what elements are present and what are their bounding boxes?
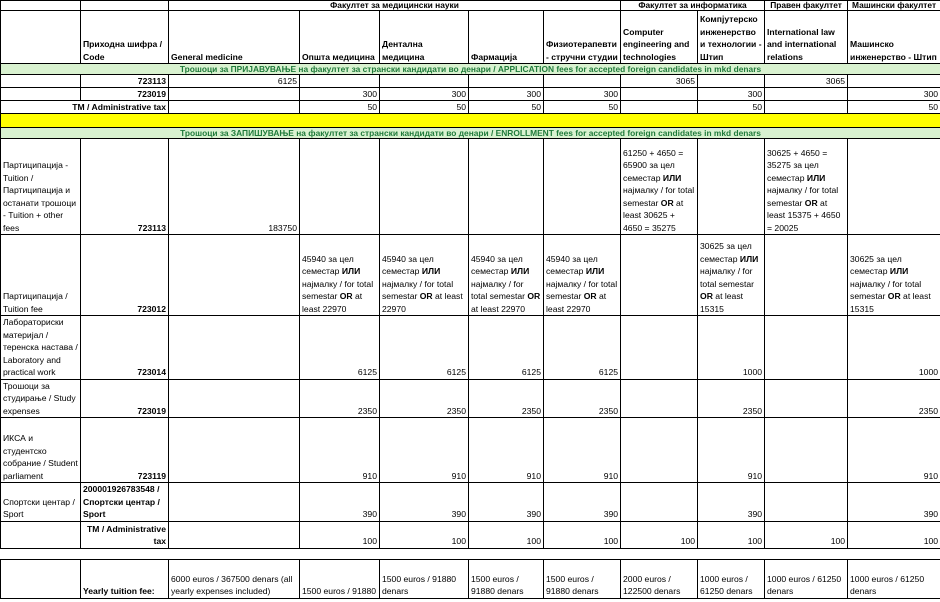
cell-mechanical: 50: [848, 101, 940, 114]
cell-physio: 100: [544, 521, 621, 548]
text-part: најмалку / for total semestar: [700, 266, 755, 289]
code-cell: 200001926783548 / Спортски центар / Sport: [81, 483, 169, 522]
text-part: 45940 за цел семестар: [471, 253, 523, 276]
cell-dental: 50: [380, 101, 469, 114]
text-part: 45940 за цел семестар: [546, 253, 598, 276]
label-cell: [1, 88, 81, 101]
cell-general-medicine-mk: [300, 139, 380, 235]
table-row: [1, 521, 940, 548]
cell-physio: 1500 euros / 91880 denars: [544, 559, 621, 598]
text-part: 45940 за цел семестар: [382, 253, 434, 276]
text-part: најмалку / for total semestar: [623, 185, 695, 208]
cell-computer-eng: [621, 88, 698, 101]
text-part: ИЛИ: [585, 266, 605, 276]
col-computer-eng: Computer engineering and technologies: [621, 11, 698, 64]
col-dental: Дентална медицина: [380, 11, 469, 64]
row-label: ИКСА и студентско собрание / Student parliament: [1, 418, 81, 483]
cell-general-medicine-mk: 910: [300, 418, 380, 483]
table-row: [1, 379, 940, 418]
blank-cell: [1, 1, 81, 11]
cell-computer-eng-mk: [698, 139, 765, 235]
cell-mechanical: 100: [848, 521, 940, 548]
cell-mechanical: 1000 euros / 61250 denars: [848, 559, 940, 598]
cell-mechanical: [848, 75, 940, 88]
yearly-row: [1, 559, 940, 598]
cell-mechanical: 910: [848, 418, 940, 483]
cell-dental: 300: [380, 88, 469, 101]
cell-mechanical: [848, 139, 940, 235]
cell-pharmacy: 2350: [469, 379, 544, 418]
enrollment-banner-row: [1, 128, 940, 139]
cell-dental: [380, 235, 469, 316]
text-part: ИЛИ: [510, 266, 530, 276]
cell-general-medicine-mk: [300, 75, 380, 88]
cell-physio: [544, 75, 621, 88]
cell-computer-eng: [621, 235, 698, 316]
cell-dental: 390: [380, 483, 469, 522]
text-part: at least 15315: [700, 291, 744, 314]
text-part: 30625 за цел семестар: [850, 253, 902, 276]
code-cell: 723014: [81, 316, 169, 380]
code-cell: 723012: [81, 235, 169, 316]
cell-physio: [544, 235, 621, 316]
text-part: OR: [419, 291, 433, 301]
cell-general-medicine: [169, 316, 300, 380]
text-part: 30625 за цел семестар: [700, 241, 752, 264]
text-part: 61250 + 4650 = 65900: [623, 147, 684, 170]
cell-physio: 390: [544, 483, 621, 522]
blank-cell: [81, 1, 169, 11]
row-label: Спортски центар / Sport: [1, 483, 81, 522]
text-part: 45940 за цел семестар: [302, 253, 354, 276]
table-row: [1, 139, 940, 235]
code-cell: 723019: [81, 88, 169, 101]
cell-physio: 910: [544, 418, 621, 483]
cell-law: [765, 88, 848, 101]
cell-pharmacy: 390: [469, 483, 544, 522]
cell-general-medicine-mk: 6125: [300, 316, 380, 380]
cell-general-medicine: [169, 521, 300, 548]
col-pharmacy: Фармација: [469, 11, 544, 64]
faculty-mechanical: Машински факултет: [848, 1, 940, 11]
cell-general-medicine: [169, 418, 300, 483]
code-cell: 723119: [81, 418, 169, 483]
cell-general-medicine: [169, 483, 300, 522]
table-row: [1, 418, 940, 483]
text-part: најмалку / for total semestar: [471, 278, 528, 301]
col-general-medicine: General medicine: [169, 11, 300, 64]
faculty-law: Правен факултет: [765, 1, 848, 11]
cell-pharmacy: 50: [469, 101, 544, 114]
text-part: најмалку / for total semestar: [382, 278, 454, 301]
col-general-medicine-mk: Општа медицина: [300, 11, 380, 64]
cell-computer-eng: [621, 379, 698, 418]
faculty-medical: Факултет за медицински науки: [169, 1, 621, 11]
text-part: at least 22970: [471, 303, 525, 314]
cell-computer-eng-mk: 2350: [698, 379, 765, 418]
text-part: најмалку / for total semestar: [546, 278, 618, 301]
cell-general-medicine: [169, 88, 300, 101]
faculty-header-row: [1, 1, 940, 11]
cell-computer-eng: 100: [621, 521, 698, 548]
table-row: [1, 88, 940, 101]
cell-mechanical: [848, 235, 940, 316]
cell-dental: 6125: [380, 316, 469, 380]
code-cell: 723113: [81, 75, 169, 88]
faculty-informatics: Факултет за информатика: [621, 1, 765, 11]
text-part: at least 22970: [382, 291, 463, 314]
cell-computer-eng: [621, 139, 698, 235]
cell-computer-eng-mk: 390: [698, 483, 765, 522]
cell-general-medicine-mk: 50: [300, 101, 380, 114]
col-code: Приходна шифра / Code: [81, 11, 169, 64]
cell-physio: 50: [544, 101, 621, 114]
cell-computer-eng: 3065: [621, 75, 698, 88]
code-cell: 723113: [81, 139, 169, 235]
application-banner: Трошоци за ПРИЈАВУВАЊЕ на факултет за странски кандидати во денари / APPLICATION fees for accepted foreign candidates in mkd denars: [1, 64, 940, 75]
cell-pharmacy: 6125: [469, 316, 544, 380]
cell-mechanical: 300: [848, 88, 940, 101]
text-part: најмалку / for total semestar: [767, 185, 839, 208]
cell-pharmacy: [469, 235, 544, 316]
text-part: за цел семестар: [623, 160, 675, 183]
cell-computer-eng-mk: 100: [698, 521, 765, 548]
cell-computer-eng-mk: 910: [698, 418, 765, 483]
text-part: at least 22970: [302, 291, 363, 314]
cell-law: [765, 235, 848, 316]
cell-computer-eng-mk: [698, 235, 765, 316]
cell-physio: 6125: [544, 316, 621, 380]
label-cell: [1, 521, 81, 548]
cell-law: 3065: [765, 75, 848, 88]
cell-law: [765, 139, 848, 235]
cell-law: [765, 418, 848, 483]
cell-general-medicine-mk: 390: [300, 483, 380, 522]
cell-law: [765, 379, 848, 418]
application-banner-row: [1, 64, 940, 75]
cell-dental: [380, 75, 469, 88]
cell-computer-eng-mk: 1000 euros / 61250 denars: [698, 559, 765, 598]
cell-general-medicine: 6000 euros / 367500 denars (all yearly expenses included): [169, 559, 300, 598]
cell-computer-eng: [621, 316, 698, 380]
cell-pharmacy: 300: [469, 88, 544, 101]
table-row: [1, 235, 940, 316]
cell-pharmacy: [469, 75, 544, 88]
cell-general-medicine: 183750: [169, 139, 300, 235]
cell-computer-eng-mk: 50: [698, 101, 765, 114]
cell-physio: [544, 139, 621, 235]
cell-dental: 910: [380, 418, 469, 483]
label-cell: [1, 75, 81, 88]
text-part: ИЛИ: [341, 266, 361, 276]
text-part: OR: [339, 291, 353, 301]
cell-computer-eng: 2000 euros / 122500 denars: [621, 559, 698, 598]
row-label: Партиципација - Tuition / Партиципација и останати трошоци - Tuition + other fees: [1, 139, 81, 235]
column-header-row: [1, 11, 940, 64]
cell-dental: 2350: [380, 379, 469, 418]
cell-mechanical: 2350: [848, 379, 940, 418]
text-part: OR: [583, 291, 597, 301]
text-part: најмалку / for total semestar: [850, 278, 922, 301]
cell-general-medicine: [169, 235, 300, 316]
yearly-label: Yearly tuition fee:: [81, 559, 169, 598]
cell-computer-eng-mk: [698, 75, 765, 88]
text-part: ИЛИ: [806, 172, 826, 183]
table-row: [1, 316, 940, 380]
admin-tax-label: TM / Administrative tax: [81, 521, 169, 548]
cell-law: 1000 euros / 61250 denars: [765, 559, 848, 598]
text-part: најмалку / for total semestar: [302, 278, 374, 301]
text-part: ИЛИ: [739, 253, 759, 264]
cell-mechanical: 1000: [848, 316, 940, 380]
cell-pharmacy: 1500 euros / 91880 denars: [469, 559, 544, 598]
cell-general-medicine: [169, 379, 300, 418]
cell-pharmacy: [469, 139, 544, 235]
text-part: OR: [700, 291, 713, 301]
table-row: [1, 101, 940, 114]
table-row: [1, 483, 940, 522]
cell-computer-eng: [621, 101, 698, 114]
cell-general-medicine: [169, 101, 300, 114]
cell-general-medicine-mk: 300: [300, 88, 380, 101]
separator-row: [1, 114, 940, 128]
cell-physio: 2350: [544, 379, 621, 418]
text-part: 30625 + 4650 = 35275 за цел семестар: [767, 147, 828, 183]
cell-general-medicine-mk: 2350: [300, 379, 380, 418]
yellow-separator: [1, 114, 940, 128]
row-label: Трошоци за студирање / Study expenses: [1, 379, 81, 418]
text-part: OR: [804, 197, 818, 208]
admin-tax-label: TM / Administrative tax: [1, 101, 169, 114]
text-part: ИЛИ: [662, 172, 682, 183]
row-label: Лабораториски материјал / теренска настава / Laboratory and practical work: [1, 316, 81, 380]
cell-dental: [380, 139, 469, 235]
row-label: Партиципација / Tuition fee: [1, 235, 81, 316]
cell-pharmacy: 100: [469, 521, 544, 548]
gap-row: [1, 548, 940, 559]
cell-computer-eng-mk: 1000: [698, 316, 765, 380]
text-part: at least 15375 + 4650 = 20025: [767, 197, 841, 233]
cell-dental: 1500 euros / 91880 denars: [380, 559, 469, 598]
text-part: OR: [887, 291, 901, 301]
code-cell: 723019: [81, 379, 169, 418]
table-row: [1, 75, 940, 88]
col-law: International law and international relations: [765, 11, 848, 64]
cell-mechanical: 390: [848, 483, 940, 522]
text-part: OR: [527, 291, 541, 301]
gap-cell: [1, 548, 940, 559]
cell-computer-eng: [621, 483, 698, 522]
text-part: ИЛИ: [421, 266, 441, 276]
enrollment-banner: Трошоци за ЗАПИШУВАЊЕ на факултет за странски кандидати во денари / ENROLLMENT fees for accepted foreign candidates in mkd denars: [1, 128, 940, 139]
col-physio: Физиотерапевти - стручни студии: [544, 11, 621, 64]
cell-law: [765, 483, 848, 522]
blank-cell: [1, 11, 81, 64]
col-mechanical: Машинско инженерство - Штип: [848, 11, 940, 64]
text-part: OR: [660, 197, 674, 208]
cell-general-medicine-mk: 100: [300, 521, 380, 548]
cell-physio: 300: [544, 88, 621, 101]
text-part: at least 22970: [546, 291, 607, 314]
label-cell: [1, 559, 81, 598]
cell-general-medicine-mk: [300, 235, 380, 316]
text-part: at least 30625 + 4650 = 35275: [623, 197, 684, 233]
text-part: at least 15315: [850, 291, 931, 314]
cell-general-medicine: 6125: [169, 75, 300, 88]
cell-law: [765, 101, 848, 114]
cell-law: 100: [765, 521, 848, 548]
col-computer-eng-mk: Компјутерско инженерство и технологии - Штип: [698, 11, 765, 64]
cell-dental: 100: [380, 521, 469, 548]
cell-computer-eng: [621, 418, 698, 483]
cell-general-medicine-mk: 1500 euros / 91880: [300, 559, 380, 598]
cell-computer-eng-mk: 300: [698, 88, 765, 101]
text-part: ИЛИ: [889, 266, 909, 276]
cell-law: [765, 316, 848, 380]
cell-pharmacy: 910: [469, 418, 544, 483]
